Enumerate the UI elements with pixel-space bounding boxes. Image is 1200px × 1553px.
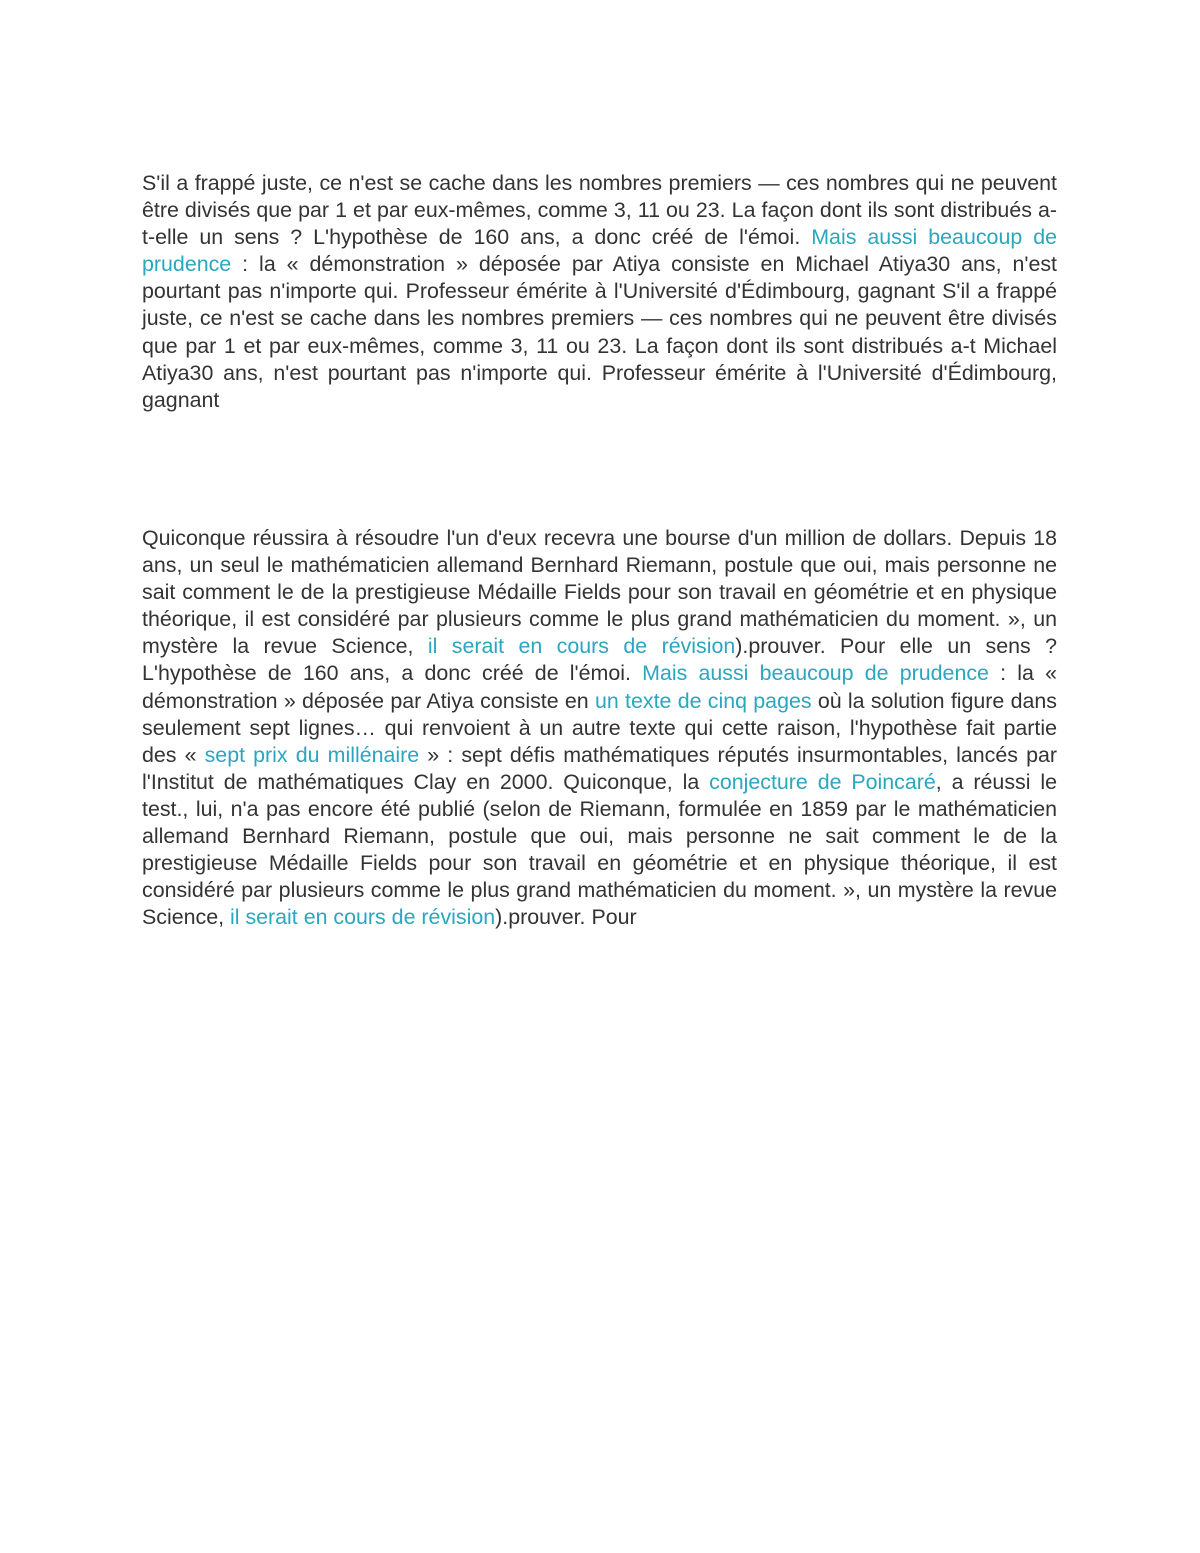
paragraph-2 — [142, 525, 1057, 931]
paragraph-text: où la solution figure dans seulement sept lignes… qui renvoient à un autre texte qui cette raison, l'hypothèse fait partie des « — [142, 688, 1057, 767]
text-link[interactable]: sept prix du millénaire — [204, 742, 420, 767]
text-link[interactable]: conjecture de Poincaré — [709, 769, 936, 794]
paragraph-text: ).prouver. Pour elle un sens ? L'hypothèse de 160 ans, a donc créé de l'émoi. — [142, 634, 1057, 686]
paragraph-text: Quiconque réussira à résoudre l'un d'eux recevra une bourse d'un million de dollars. Depuis 18 ans, un seul le mathématicien allemand Bernhard Riemann, postule que oui, mais personne ne sait comment le de la prestigieuse Médaille Fields pour son travail en géométrie et en physique théorique, il est considéré par plusieurs comme le plus grand mathématicien du moment. », un mystère la revue Science, — [142, 526, 1057, 659]
text-link[interactable]: il serait en cours de révision — [230, 905, 496, 930]
text-link[interactable]: un texte de cinq pages — [594, 688, 812, 713]
paragraph-text: » : sept défis mathématiques réputés insurmontables, lancés par l'Institut de mathématiques Clay en 2000. Quiconque, la — [142, 742, 1057, 794]
paragraph-text: , a réussi le test., lui, n'a pas encore été publié (selon de Riemann, formulée en 1859 par le mathématicien allemand Bernhard Riemann, postule que oui, mais personne ne sait comment le de la prestigieuse Médaille Fields pour son travail en géométrie et en physique théorique, il est considéré par plusieurs comme le plus grand mathématicien du moment. », un mystère la revue Science, — [142, 769, 1057, 930]
text-link[interactable]: Mais aussi beaucoup de prudence — [142, 225, 1057, 277]
paragraph-text: ).prouver. Pour — [495, 905, 637, 930]
paragraph-text: : la « démonstration » déposée par Atiya consiste en Michael Atiya30 ans, n'est pourtant pas n'importe qui. Professeur émérite à l'Université d'Édimbourg, gagnant S'il a frappé juste, ce n'est se cache dans les nombres premiers — ces nombres qui ne peuvent être divisés que par 1 et par eux-mêmes, comme 3, 11 ou 23. La façon dont ils sont distribués a-t Michael Atiya30 ans, n'est pourtant pas n'importe qui. Professeur émérite à l'Université d'Édimbourg, gagnant — [142, 252, 1057, 412]
paragraph-text: S'il a frappé juste, ce n'est se cache dans les nombres premiers — ces nombres qui ne peuvent être divisés que par 1 et par eux-mêmes, comme 3, 11 ou 23. La façon dont ils sont distribués a-t-elle un sens ? L'hypothèse de 160 ans, a donc créé de l'émoi. — [142, 171, 1057, 250]
paragraph-text: : la « démonstration » déposée par Atiya consiste en — [142, 661, 1057, 713]
document-page — [142, 0, 1057, 1553]
text-link[interactable]: Mais aussi beaucoup de prudence — [642, 661, 989, 686]
text-link[interactable]: il serait en cours de révision — [427, 634, 736, 659]
paragraph-1 — [142, 170, 1057, 414]
